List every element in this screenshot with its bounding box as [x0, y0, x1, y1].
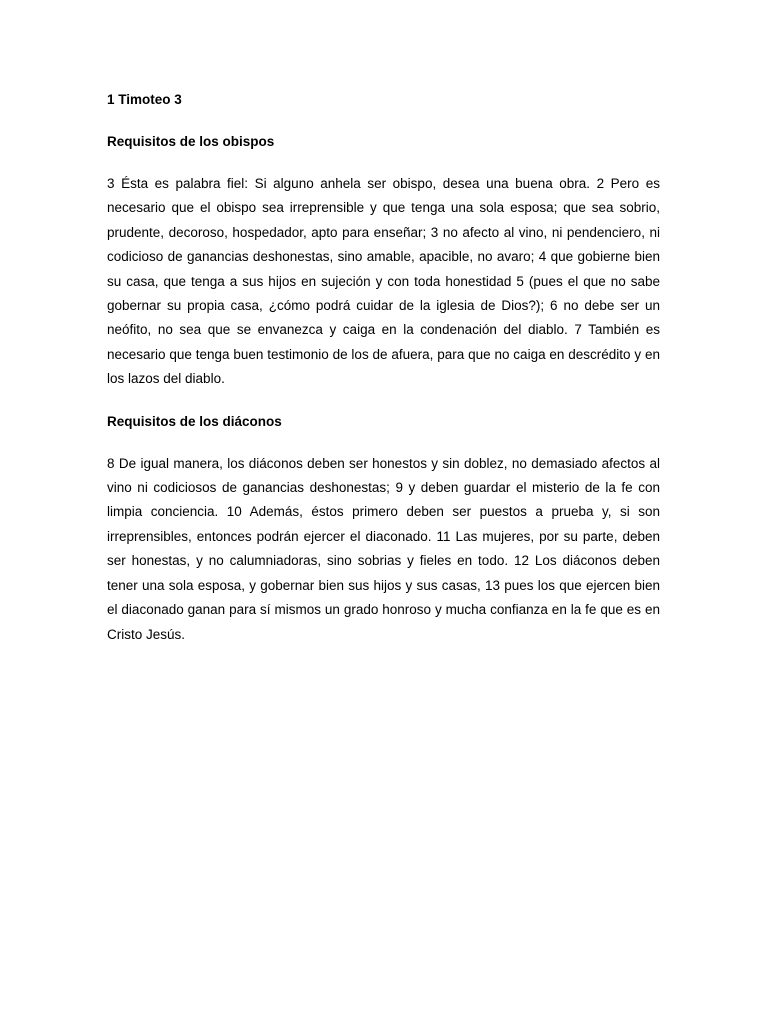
- section-heading-obispos: Requisitos de los obispos: [107, 134, 275, 149]
- section-text-diaconos: 8 De igual manera, los diáconos deben ser honestos y sin doblez, no demasiado afectos al vino ni codiciosos de ganancias deshonestas; 9 y deben guardar el misterio de la fe con limpia conciencia. 10 Además, éstos primero deben ser puestos a prueba y, si son irreprensibles, entonces podrán ejercer el diaconado. 11 Las mujeres, por su parte, deben ser honestas, y no calumniadoras, sino sobrias y fieles en todo. 12 Los diáconos deben tener una sola esposa, y gobernar bien sus hijos y sus casas, 13 pues los que ejercen bien el diaconado ganan para sí mismos un grado honroso y mucha confianza en la fe que es en Cristo Jesús.: [107, 455, 660, 642]
- section-text-obispos: 3 Ésta es palabra fiel: Si alguno anhela ser obispo, desea una buena obra. 2 Pero es necesario que el obispo sea irreprensible y que tenga una sola esposa; que sea sobrio, prudente, decoroso, hospedador, apto para enseñar; 3 no afecto al vino, ni pendenciero, ni codicioso de ganancias deshonestas, sino amable, apacible, no avaro; 4 que gobierne bien su casa, que tenga a sus hijos en sujeción y con toda honestidad 5 (pues el que no sabe gobernar su propia casa, ¿cómo podrá cuidar de la iglesia de Dios?); 6 no debe ser un neófito, no sea que se envanezca y caiga en la condenación del diablo. 7 También es necesario que tenga buen testimonio de los de afuera, para que no caiga en descrédito y en los lazos del diablo.: [107, 176, 660, 387]
- document-title: 1 Timoteo 3: [107, 92, 182, 107]
- section-heading-diaconos: Requisitos de los diáconos: [107, 413, 282, 429]
